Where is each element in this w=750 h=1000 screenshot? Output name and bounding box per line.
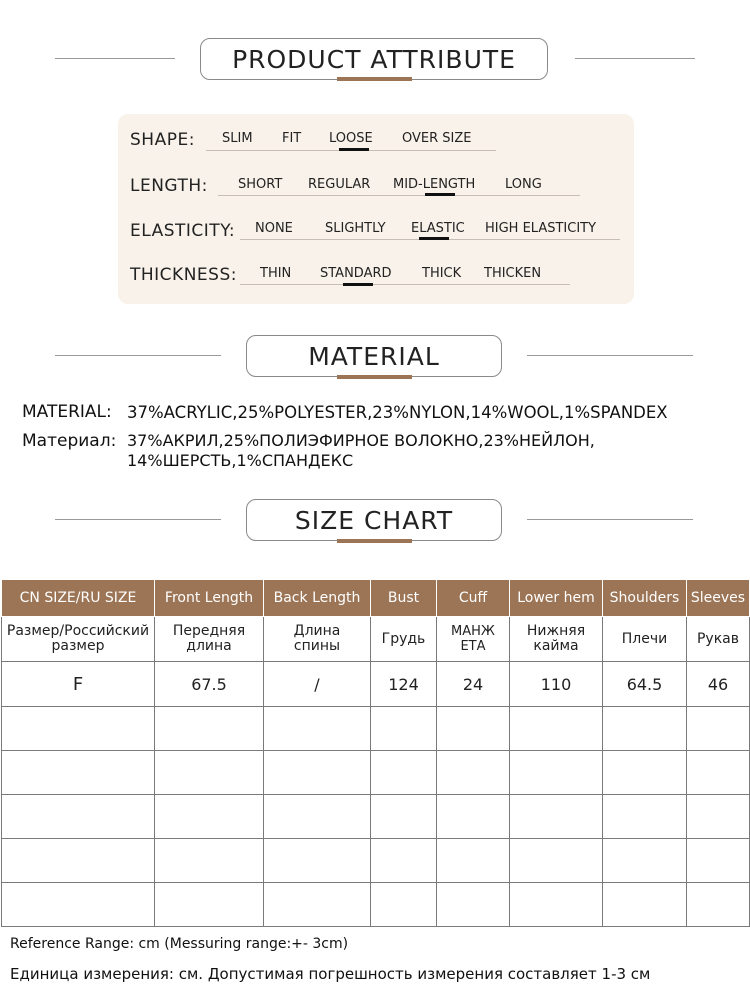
attr-option: SLIM	[222, 131, 253, 146]
ru-header-line: ЕТА	[460, 639, 486, 654]
material-label-ru: Материал:	[22, 431, 117, 451]
attr-option-selected: STANDARD	[320, 266, 392, 281]
section-line-left	[55, 519, 221, 520]
size-cell: F	[2, 662, 155, 707]
attr-option: SLIGHTLY	[325, 221, 386, 236]
attr-label-shape: SHAPE:	[130, 130, 195, 150]
ru-header-line: Длина	[293, 623, 341, 639]
material-value-en: 37%ACRYLIC,25%POLYESTER,23%NYLON,14%WOOL,1%SPANDEX	[127, 403, 668, 422]
table-row	[2, 662, 750, 707]
ru-header-line: Рукав	[696, 630, 739, 647]
table-row-empty	[2, 751, 750, 795]
material-value-ru-line1: 37%АКРИЛ,25%ПОЛИЭФИРНОЕ ВОЛОКНО,23%НЕЙЛОН,	[127, 431, 595, 450]
attr-underline	[240, 284, 570, 285]
attr-option: REGULAR	[308, 177, 371, 192]
attr-label-thickness: THICKNESS:	[130, 265, 237, 285]
ru-header-line: Нижняя	[526, 623, 586, 639]
section-line-right	[527, 355, 693, 356]
ru-header-line: Передняя	[172, 623, 246, 639]
section-accent-bar	[337, 77, 412, 81]
material-label-en: MATERIAL:	[22, 402, 112, 422]
ru-header-cell	[264, 617, 371, 662]
ru-header-line: МАНЖ	[451, 624, 495, 639]
attr-option: OVER SIZE	[402, 131, 472, 146]
attr-option: THICKEN	[484, 266, 542, 281]
section-title-material	[246, 335, 502, 377]
table-row-empty	[2, 839, 750, 883]
ru-header-line: Размер/Российский	[6, 623, 150, 639]
section-line-right	[527, 519, 693, 520]
ru-header-line: длина	[186, 638, 232, 654]
attr-option: FIT	[282, 131, 302, 146]
table-row-empty	[2, 795, 750, 839]
header-cell: Lower hem	[510, 580, 603, 617]
section-line-left	[55, 58, 175, 59]
ru-header-line: Грудь	[381, 630, 426, 647]
header-cell: Cuff	[437, 580, 510, 617]
section-line-right	[575, 58, 695, 59]
value-cell: 24	[437, 662, 510, 707]
value-cell: 124	[371, 662, 437, 707]
header-cell: Front Length	[155, 580, 264, 617]
attr-option-selected: ELASTIC	[411, 221, 465, 236]
table-row-empty	[2, 707, 750, 751]
ru-header-line: Плечи	[621, 630, 668, 647]
header-cell: Shoulders	[603, 580, 687, 617]
table-row-empty	[2, 883, 750, 927]
section-title-product-attribute	[200, 38, 548, 80]
ru-header-cell	[155, 617, 264, 662]
section-title-text: MATERIAL	[308, 341, 440, 371]
section-line-left	[55, 355, 221, 356]
value-cell: 67.5	[155, 662, 264, 707]
attr-option: THIN	[260, 266, 292, 281]
attr-option: SHORT	[238, 177, 283, 192]
attr-option: NONE	[255, 221, 293, 236]
value-cell: 110	[510, 662, 603, 707]
section-title-text: PRODUCT ATTRIBUTE	[232, 44, 516, 74]
attr-label-elasticity: ELASTICITY:	[130, 221, 236, 241]
attr-underline	[218, 195, 580, 196]
attr-option-selected: LOOSE	[329, 131, 373, 146]
ru-header-line: размер	[51, 638, 105, 654]
attr-label-length: LENGTH:	[130, 176, 208, 196]
ru-header-cell	[687, 617, 750, 662]
ru-header-cell	[437, 617, 510, 662]
attr-option: LONG	[505, 177, 542, 192]
selected-marker	[425, 193, 455, 196]
table-ru-header-row	[2, 617, 750, 662]
section-accent-bar	[337, 539, 412, 543]
header-cell: CN SIZE/RU SIZE	[2, 580, 155, 617]
selected-marker	[343, 283, 373, 286]
header-cell: Sleeves	[687, 580, 750, 617]
reference-note-en: Reference Range: cm (Messuring range:+- 3cm)	[10, 936, 349, 952]
ru-header-line: спины	[293, 638, 341, 654]
selected-marker	[339, 148, 369, 151]
material-value-ru-line2: 14%ШЕРСТЬ,1%СПАНДЕКС	[127, 451, 354, 470]
attr-option: HIGH ELASTICITY	[485, 221, 597, 236]
header-cell: Bust	[371, 580, 437, 617]
table-header-row	[2, 580, 750, 617]
ru-header-line: кайма	[533, 638, 579, 654]
ru-header-cell	[371, 617, 437, 662]
value-cell: 64.5	[603, 662, 687, 707]
reference-note-ru: Единица измерения: см. Допустимая погрешность измерения составляет 1-3 см	[10, 965, 651, 983]
section-title-text: SIZE CHART	[294, 505, 454, 535]
ru-header-cell	[510, 617, 603, 662]
header-cell: Back Length	[264, 580, 371, 617]
value-cell: /	[264, 662, 371, 707]
section-title-size-chart	[246, 499, 502, 541]
selected-marker	[419, 237, 449, 240]
size-chart-table	[1, 579, 750, 927]
attr-option-selected: MID-LENGTH	[393, 177, 476, 192]
section-accent-bar	[337, 375, 412, 379]
value-cell: 46	[687, 662, 750, 707]
attr-option: THICK	[422, 266, 462, 281]
ru-header-cell	[2, 617, 155, 662]
ru-header-cell	[603, 617, 687, 662]
